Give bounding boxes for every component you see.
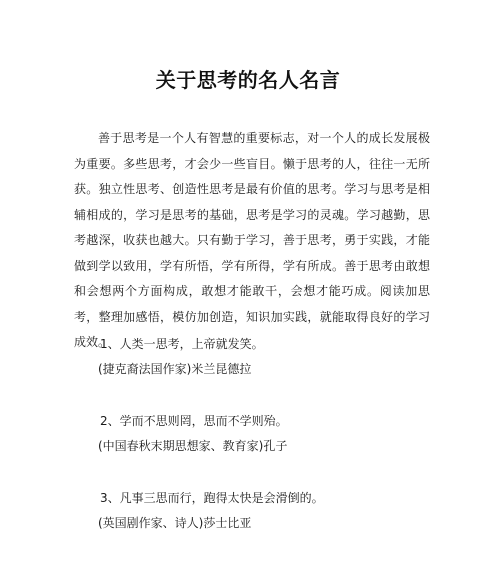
quote-text: 2、学而不思则罔，思而不学则殆。: [100, 414, 288, 428]
quote-author: (英国剧作家、诗人)莎士比亚: [98, 516, 252, 530]
intro-paragraph: 善于思考是一个人有智慧的重要标志，对一个人的成长发展极为重要。多些思考，才会少一些盲目。懒于思考的人，往往一无所获。独立性思考、创造性思考是最有价值的思考。学习与思考是相辅相成的，学习是思考的基础，思考是学习的灵魂。学习越勤，思考越深，收获也越大。只有勤于学习，善于思考，勇于实践，才能做到学以致用，学有所悟，学有所得，学有所成。善于思考由敢想和会想两个方面构成，敢想才能敢干，会想才能巧成。阅读加思考，整理加感悟，模仿加创造，知识加实践，就能取得良好的学习成效。: [74, 131, 430, 349]
quote-item: [100, 411, 460, 456]
quote-text: 1、人类一思考，上帝就发笑。: [100, 337, 264, 351]
quote-item: [100, 488, 460, 533]
page-title: 关于思考的名人名言: [155, 68, 341, 92]
quote-text: 3、凡事三思而行，跑得太快是会滑倒的。: [100, 491, 324, 505]
quote-author: (捷克裔法国作家)米兰昆德拉: [98, 362, 252, 376]
quote-item: [100, 334, 460, 379]
quote-author: (中国春秋末期思想家、教育家)孔子: [98, 439, 288, 453]
